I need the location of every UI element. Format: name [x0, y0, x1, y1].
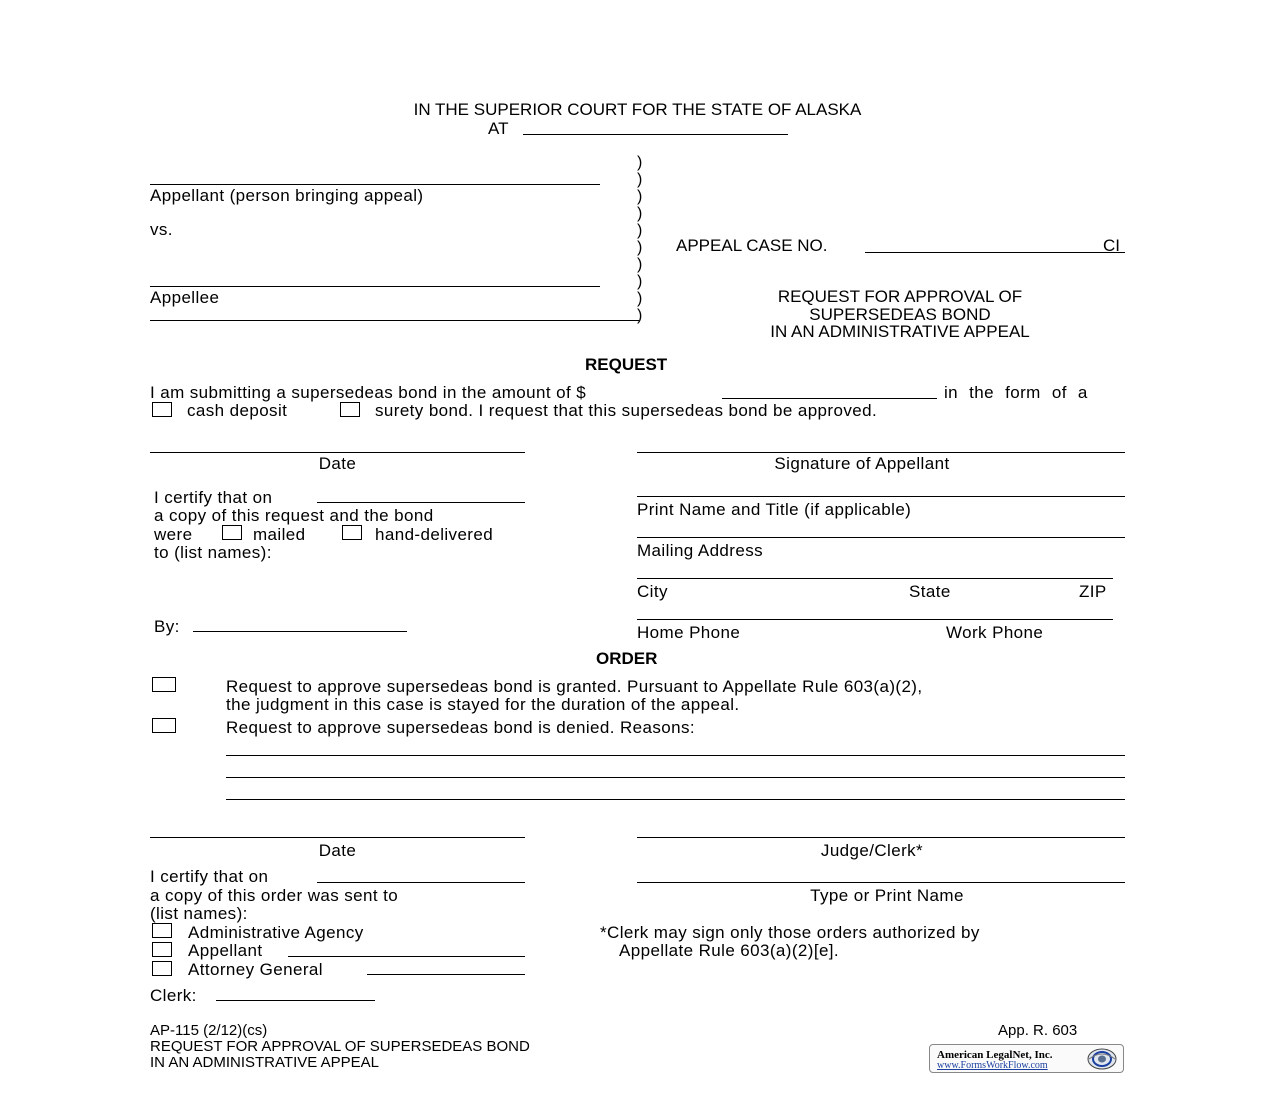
state-label: State	[909, 582, 951, 601]
caption-paren: )	[637, 290, 643, 307]
vendor-logo[interactable]	[929, 1044, 1124, 1073]
logo-name: American LegalNet, Inc.	[937, 1049, 1053, 1061]
print-name-label: Print Name and Title (if applicable)	[637, 500, 912, 519]
appellant-checkbox[interactable]	[152, 942, 172, 957]
judge-label: Judge/Clerk*	[820, 841, 924, 860]
city-state-zip-field[interactable]	[637, 578, 1113, 579]
caption-paren: )	[637, 239, 643, 256]
case-no-field[interactable]	[865, 252, 1125, 253]
form-of-text: in the form of a	[944, 383, 1088, 402]
caption-paren: )	[637, 205, 643, 222]
copy-text: a copy of this request and the bond	[154, 506, 434, 525]
form-title-line: REQUEST FOR APPROVAL OF	[777, 287, 1023, 306]
print-name-field[interactable]	[637, 496, 1125, 497]
hand-delivered-checkbox[interactable]	[342, 525, 362, 540]
signature-label: Signature of Appellant	[774, 454, 950, 473]
caption-paren: )	[637, 188, 643, 205]
footnote-line: Appellate Rule 603(a)(2)[e].	[619, 941, 840, 960]
appellee-name-field[interactable]	[150, 286, 600, 287]
appellant-recipient-field[interactable]	[288, 956, 525, 957]
order-date-field[interactable]	[150, 837, 525, 838]
caption-paren: )	[637, 171, 643, 188]
at-location-field[interactable]	[523, 134, 788, 135]
footer-title-line: REQUEST FOR APPROVAL OF SUPERSEDEAS BOND	[150, 1038, 530, 1055]
appellant-label: Appellant (person bringing appeal)	[150, 186, 424, 205]
form-code: AP-115 (2/12)(cs)	[150, 1022, 268, 1039]
surety-text: surety bond. I request that this supersedeas bond be approved.	[375, 401, 878, 420]
attorney-general-label: Attorney General	[188, 960, 323, 979]
granted-checkbox[interactable]	[152, 677, 176, 692]
mailed-checkbox[interactable]	[222, 525, 242, 540]
logo-url[interactable]: www.FormsWorkFlow.com	[937, 1060, 1048, 1071]
list-names-label: to (list names):	[154, 543, 272, 562]
reasons-line[interactable]	[226, 777, 1125, 778]
certify-text: I certify that on	[154, 488, 273, 507]
appellant-recipient-label: Appellant	[188, 941, 263, 960]
cash-deposit-checkbox[interactable]	[152, 402, 172, 417]
bond-amount-field[interactable]	[722, 398, 937, 399]
caption-paren: )	[637, 256, 643, 273]
granted-text: the judgment in this case is stayed for the duration of the appeal.	[226, 695, 740, 714]
type-print-label: Type or Print Name	[810, 886, 964, 905]
caption-bottom-rule	[150, 320, 639, 321]
globe-icon	[1085, 1047, 1119, 1071]
request-date-field[interactable]	[150, 452, 525, 453]
appellee-label: Appellee	[150, 288, 220, 307]
phone-field[interactable]	[637, 619, 1113, 620]
court-heading: IN THE SUPERIOR COURT FOR THE STATE OF ALASKA	[413, 100, 862, 119]
caption-paren: )	[637, 222, 643, 239]
footer-title-line: IN AN ADMINISTRATIVE APPEAL	[150, 1054, 379, 1071]
mailed-label: mailed	[253, 525, 306, 544]
order-heading: ORDER	[596, 649, 658, 668]
appellant-name-field[interactable]	[150, 184, 600, 185]
appellant-signature-field[interactable]	[637, 452, 1125, 453]
by-signature-field[interactable]	[193, 631, 407, 632]
were-label: were	[154, 525, 193, 544]
cash-deposit-label: cash deposit	[187, 401, 288, 420]
order-certify-text: I certify that on	[150, 867, 269, 886]
denied-checkbox[interactable]	[152, 718, 176, 733]
reasons-line[interactable]	[226, 755, 1125, 756]
vs-label: vs.	[150, 220, 173, 239]
work-phone-label: Work Phone	[946, 623, 1044, 642]
case-no-label: APPEAL CASE NO.	[676, 236, 828, 255]
mailing-address-label: Mailing Address	[637, 541, 764, 560]
home-phone-label: Home Phone	[637, 623, 741, 642]
rule-reference: App. R. 603	[998, 1022, 1078, 1039]
attorney-general-field[interactable]	[367, 974, 525, 975]
attorney-general-checkbox[interactable]	[152, 961, 172, 976]
order-list-names-label: (list names):	[150, 904, 248, 923]
denied-text: Request to approve supersedeas bond is denied. Reasons:	[226, 718, 696, 737]
caption-paren: )	[637, 154, 643, 171]
clerk-signature-field[interactable]	[216, 1000, 375, 1001]
city-label: City	[637, 582, 668, 601]
clerk-label: Clerk:	[150, 986, 197, 1005]
order-date-label: Date	[318, 841, 357, 860]
at-label: AT	[488, 119, 509, 138]
agency-label: Administrative Agency	[188, 923, 364, 942]
case-suffix: CI	[1103, 236, 1120, 255]
order-copy-text: a copy of this order was sent to	[150, 886, 399, 905]
zip-label: ZIP	[1079, 582, 1107, 601]
reasons-line[interactable]	[226, 799, 1125, 800]
mailing-address-field[interactable]	[637, 537, 1125, 538]
granted-text: Request to approve supersedeas bond is granted. Pursuant to Appellate Rule 603(a)(2),	[226, 677, 923, 696]
form-title-line: IN AN ADMINISTRATIVE APPEAL	[770, 322, 1030, 341]
request-heading: REQUEST	[585, 355, 668, 374]
form-title-line: SUPERSEDEAS BOND	[809, 305, 991, 324]
surety-bond-checkbox[interactable]	[340, 402, 360, 417]
by-label: By:	[154, 617, 180, 636]
request-date-label: Date	[318, 454, 357, 473]
certify-date-field[interactable]	[317, 502, 525, 503]
caption-paren: )	[637, 273, 643, 290]
order-certify-date-field[interactable]	[317, 882, 525, 883]
agency-checkbox[interactable]	[152, 923, 172, 938]
amount-text: I am submitting a supersedeas bond in the amount of $	[150, 383, 587, 402]
judge-signature-field[interactable]	[637, 837, 1125, 838]
type-print-name-field[interactable]	[637, 882, 1125, 883]
hand-delivered-label: hand-delivered	[375, 525, 494, 544]
caption-paren: )	[637, 307, 643, 324]
footnote-line: *Clerk may sign only those orders authorized by	[600, 923, 980, 942]
